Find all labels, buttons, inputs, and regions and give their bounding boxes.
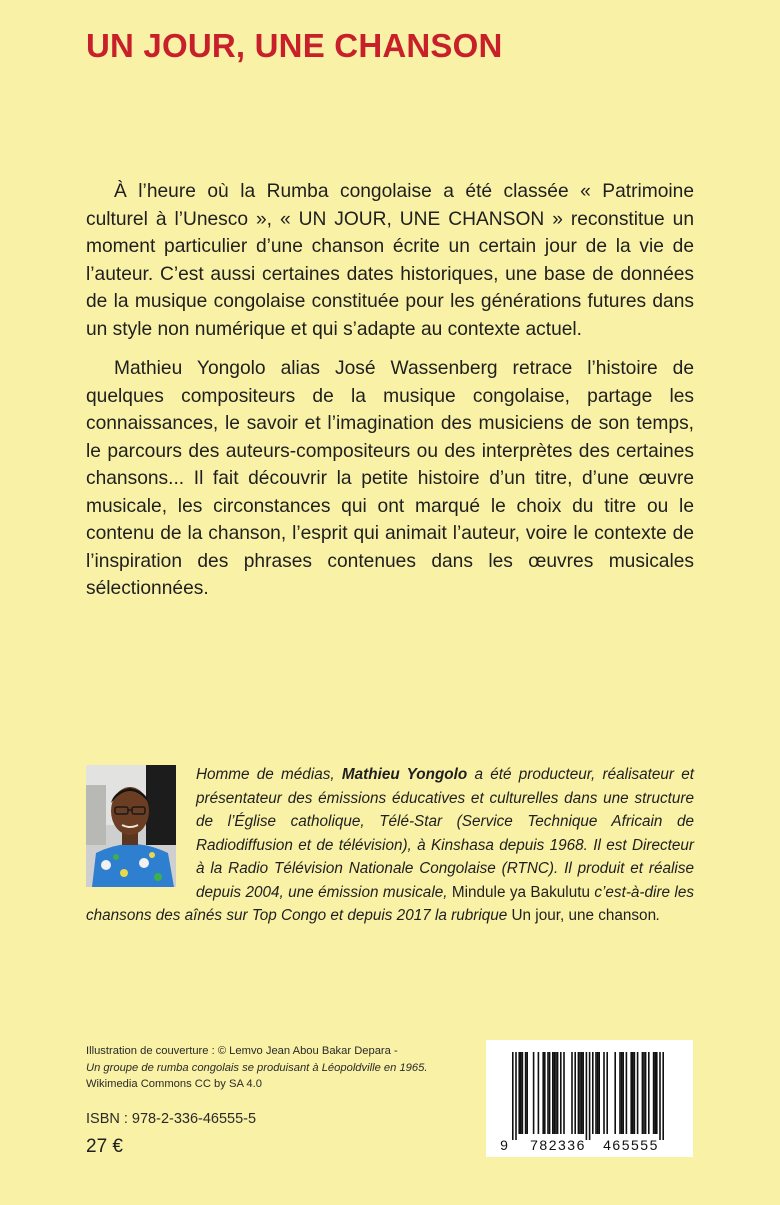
barcode-bar xyxy=(586,1052,588,1140)
barcode-bar xyxy=(525,1052,527,1134)
barcode-bar xyxy=(637,1052,639,1134)
barcode-bar xyxy=(654,1052,656,1134)
barcode-bar xyxy=(653,1052,655,1134)
description-paragraph: Mathieu Yongolo alias José Wassenberg retrace l’histoire de quelques compositeurs de la musique congolaise, partage les connaissances, le savoir et l’imagination des musiciens de son temps, le parcours des auteurs-compositeurs ou des interprètes des certaines chansons... Il fait découvrir la petite histoire d’un titre, d’une œuvre musicale, les circonstances qui ont marqué le choix du titre ou le contenu de la chanson, l’esprit qui animait l’auteur, voire le contexte de l’inspiration des phrases contenues dans les œuvres musicales sélectionnées. xyxy=(86,358,694,599)
barcode-bar xyxy=(659,1052,661,1140)
barcode-bars xyxy=(512,1052,664,1140)
barcode-bar xyxy=(515,1052,517,1140)
barcode-bar xyxy=(578,1052,580,1134)
barcode-bar xyxy=(614,1052,616,1134)
book-title: UN JOUR, UNE CHANSON xyxy=(86,27,503,64)
credit-line: Wikimedia Commons CC by SA 4.0 xyxy=(86,1078,262,1090)
barcode xyxy=(486,1040,693,1157)
barcode-bar xyxy=(518,1052,520,1134)
barcode-bar xyxy=(512,1052,514,1140)
barcode-bar xyxy=(648,1052,650,1134)
price: 27 € xyxy=(86,1136,123,1157)
barcode-bar xyxy=(621,1052,623,1134)
barcode-bar xyxy=(520,1052,522,1134)
show-title: Un jour, une chanson xyxy=(511,907,657,924)
barcode-bar xyxy=(645,1052,647,1134)
barcode-bar xyxy=(557,1052,559,1134)
barcode-right-digits: 465555 xyxy=(603,1137,659,1153)
barcode-left-digits: 782336 xyxy=(530,1137,586,1153)
bio-text: a été producteur, réalisateur et présentateur des émissions éducatives et culturelles dans une structure de l’Église catholique, Télé-Star (Service Technique Africain de Radiodiffusion et de télévision), à Kinshasa depuis 1968. Il est Directeur à la Radio Télévision Nationale Congolaise (RTNC). Il produit et réalise depuis 2004, une émission musicale, xyxy=(196,766,694,901)
barcode-bar xyxy=(634,1052,636,1134)
back-cover-description xyxy=(86,178,694,615)
barcode-bar xyxy=(579,1052,581,1134)
show-title: Mindule ya Bakulutu xyxy=(451,883,590,901)
bio-text: c’est-à-dire les chansons des aînés sur Top Congo et depuis 2017 la rubrique xyxy=(86,883,694,924)
barcode-bar xyxy=(597,1052,599,1134)
barcode-bar xyxy=(622,1052,624,1134)
barcode-bar xyxy=(571,1052,573,1134)
barcode-bar xyxy=(581,1052,583,1134)
barcode-graphic xyxy=(486,1040,693,1157)
barcode-bar xyxy=(547,1052,549,1134)
credit-line: Un groupe de rumba congolais se produisant à Léopoldville en 1965. xyxy=(86,1061,428,1074)
credit-line: Illustration de couverture : © Lemvo Jean Abou Bakar Depara - xyxy=(86,1045,398,1057)
author-bio xyxy=(86,763,694,928)
barcode-bar xyxy=(560,1052,562,1134)
barcode-bar xyxy=(589,1052,591,1140)
barcode-bar xyxy=(619,1052,621,1134)
barcode-lead-digit: 9 xyxy=(500,1137,508,1153)
barcode-bar xyxy=(542,1052,544,1134)
barcode-bar xyxy=(662,1052,664,1140)
barcode-bar xyxy=(554,1052,556,1134)
barcode-bar xyxy=(595,1052,597,1134)
barcode-bar xyxy=(574,1052,576,1134)
author-portrait xyxy=(86,765,176,887)
barcode-bar xyxy=(533,1052,535,1134)
barcode-bar xyxy=(549,1052,551,1134)
barcode-bar xyxy=(643,1052,645,1134)
barcode-bar xyxy=(544,1052,546,1134)
barcode-bar xyxy=(522,1052,524,1134)
barcode-bar xyxy=(630,1052,632,1134)
barcode-bar xyxy=(598,1052,600,1134)
barcode-bar xyxy=(626,1052,628,1134)
barcode-bar xyxy=(592,1052,594,1134)
barcode-bar xyxy=(526,1052,528,1134)
barcode-bar xyxy=(632,1052,634,1134)
barcode-bar xyxy=(563,1052,565,1134)
barcode-bar xyxy=(606,1052,608,1134)
author-name: Mathieu Yongolo xyxy=(341,766,468,783)
barcode-bar xyxy=(582,1052,584,1134)
barcode-bar xyxy=(538,1052,540,1134)
description-paragraph: À l’heure où la Rumba congolaise a été classée « Patrimoine culturel à l’Unesco », « UN JOUR, UNE CHANSON » reconstitue un moment particulier d’une chanson écrite un certain jour de la vie de l’auteur. C’est aussi certaines dates historiques, une base de données de la musique congolaise constituée pour les générations futures dans un style non numérique et qui s’adapte au contexte actuel. xyxy=(86,181,694,340)
barcode-bar xyxy=(603,1052,605,1134)
barcode-bar xyxy=(555,1052,557,1134)
isbn: ISBN : 978-2-336-46555-5 xyxy=(86,1111,257,1127)
barcode-bar xyxy=(642,1052,644,1134)
bio-text: . xyxy=(656,907,661,924)
barcode-bar xyxy=(552,1052,554,1134)
cover-credit xyxy=(86,1043,486,1093)
bio-text: Homme de médias, xyxy=(196,766,342,783)
barcode-bar xyxy=(656,1052,658,1134)
